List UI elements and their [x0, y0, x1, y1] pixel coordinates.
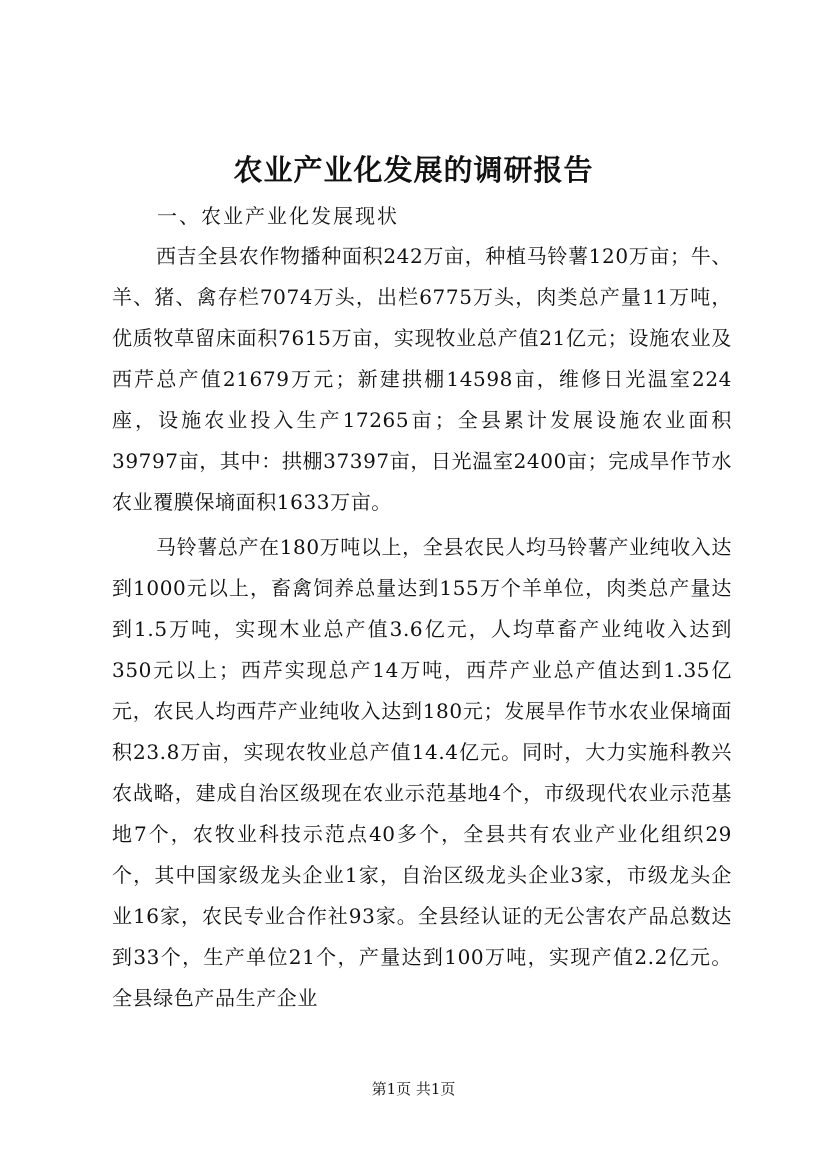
- page-footer: 第1页 共1页: [371, 1080, 456, 1098]
- document-title: 农业产业化发展的调研报告: [233, 153, 594, 187]
- paragraph: 马铃薯总产在180万吨以上，全县农民人均马铃薯产业纯收入达到1000元以上，畜禽饲养总量达到155万个羊单位，肉类总产量达到1.5万吨，实现木业总产值3.6亿元，人均草畜产业纯收入达到350元以上；西芹实现总产14万吨，西芹产业总产值达到1.35亿元，农民人均西芹产业纯收入达到180元；发展旱作节水农业保墒面积23.8万亩，实现农牧业总产值14.4亿元。同时，大力实施科教兴农战略，建成自治区级现在农业示范基地4个，市级现代农业示范基地7个，农牧业科技示范点40多个，全县共有农业产业化组织29个，其中国家级龙头企业1家，自治区级龙头企业3家，市级龙头企业16家，农民专业合作社93家。全县经认证的无公害农产品总数达到33个，生产单位21个，产量达到100万吨，实现产值2.2亿元。全县绿色产品生产企业: [112, 535, 732, 1010]
- section-heading: 一、农业产业化发展现状: [157, 204, 399, 228]
- paragraph: 西吉全县农作物播种面积242万亩，种植马铃薯120万亩；牛、羊、猪、禽存栏7074万头，出栏6775万头，肉类总产量11万吨，优质牧草留床面积7615万亩，实现牧业总产值21亿元；设施农业及西芹总产值21679万元；新建拱棚14598亩，维修日光温室224座，设施农业投入生产17265亩；全县累计发展设施农业面积39797亩，其中：拱棚37397亩，日光温室2400亩；完成旱作节水农业覆膜保墒面积1633万亩。: [112, 244, 732, 514]
